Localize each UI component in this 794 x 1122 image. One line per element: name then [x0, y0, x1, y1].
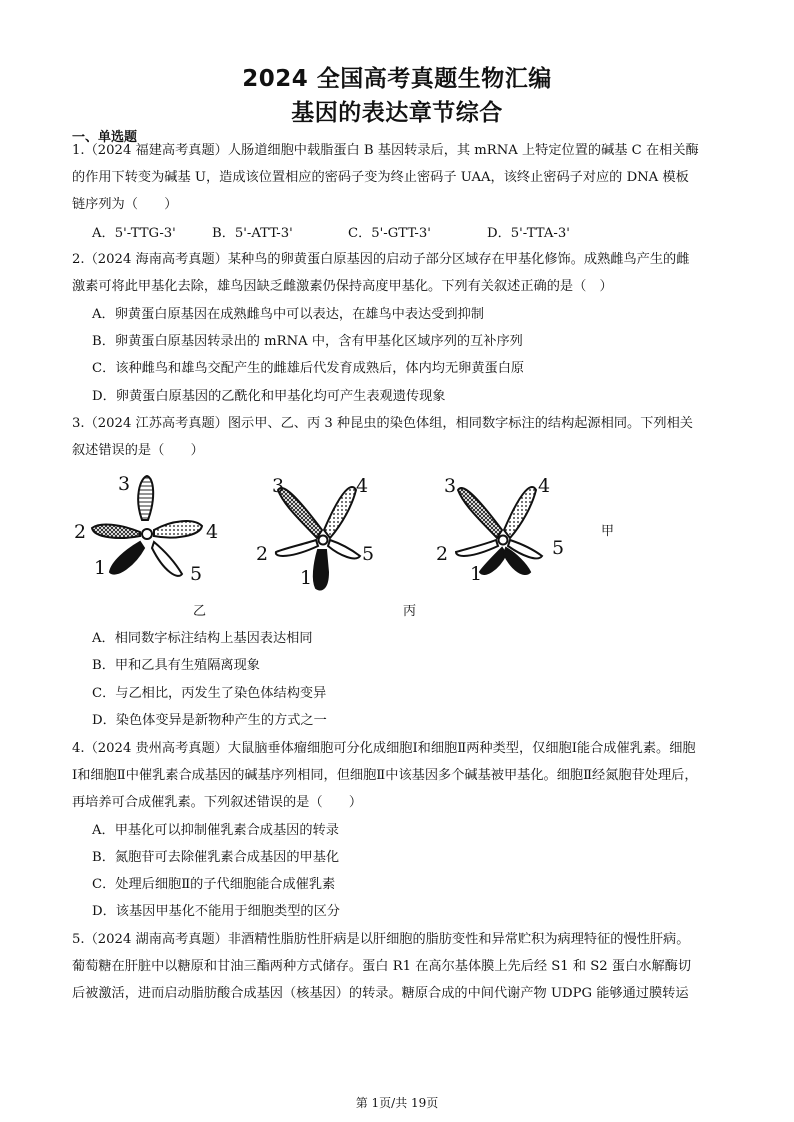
- q2-option-c: C．该种雌鸟和雄鸟交配产生的雌雄后代发育成熟后，体内均无卵黄蛋白原: [92, 361, 525, 376]
- q3-line2: 叙述错误的是（ ）: [72, 443, 204, 458]
- karyotype-yi: [276, 487, 360, 589]
- q3-option-a: A．相同数字标注结构上基因表达相同: [92, 631, 313, 646]
- q2-line2: 激素可将此甲基化去除，雄鸟因缺乏雌激素仍保持高度甲基化。下列有关叙述正确的是（ ）: [72, 279, 613, 294]
- fig-num-1b: 1: [300, 567, 313, 589]
- q1-line2: 的作用下转变为碱基 U，造成该位置相应的密码子变为终止密码子 UAA，该终止密码子对应的 DNA 模板: [72, 170, 689, 185]
- q5-line3: 后被激活，进而启动脂肪酸合成基因（核基因）的转录。糖原合成的中间代谢产物 UDPG 能够通过膜转运: [72, 986, 689, 1001]
- q2-line1: 2.（2024 海南高考真题）某种鸟的卵黄蛋白原基因的启动子部分区域存在甲基化修饰。成熟雌鸟产生的雌: [72, 252, 690, 267]
- q2-option-b: B．卵黄蛋白原基因转录出的 mRNA 中，含有甲基化区域序列的互补序列: [92, 334, 523, 349]
- doc-subtitle: 基因的表达章节综合: [291, 100, 503, 126]
- fig-num-1: 1: [94, 557, 107, 579]
- fig-num-4c: 4: [538, 475, 551, 497]
- fig-num-3c: 3: [444, 475, 457, 497]
- fig-num-2c: 2: [436, 543, 449, 565]
- q4-line1: 4.（2024 贵州高考真题）大鼠脑垂体瘤细胞可分化成细胞Ⅰ和细胞Ⅱ两种类型，仅细胞Ⅰ能合成催乳素。细胞: [72, 741, 696, 756]
- fig-label-jia: 甲: [601, 524, 615, 539]
- q2-option-a: A．卵黄蛋白原基因在成熟雌鸟中可以表达，在雄鸟中表达受到抑制: [92, 307, 484, 322]
- chromosome-figure: [60, 468, 660, 602]
- q1-option-d: D．5'-TTA-3': [487, 226, 570, 241]
- q1-line1: 1.（2024 福建高考真题）人肠道细胞中载脂蛋白 B 基因转录后，其 mRNA 上特定位置的碱基 C 在相关酶: [72, 143, 699, 158]
- q1-option-c: C．5'-GTT-3': [348, 226, 431, 241]
- fig-num-4b: 4: [356, 475, 369, 497]
- fig-num-5b: 5: [362, 543, 375, 565]
- q1-line3: 链序列为（ ）: [72, 197, 178, 212]
- q4-option-b: B．氮胞苷可去除催乳素合成基因的甲基化: [92, 850, 340, 865]
- page-footer: 第 1页/共 19页: [355, 1096, 439, 1110]
- q5-line1: 5.（2024 湖南高考真题）非酒精性脂肪性肝病是以肝细胞的脂肪变性和异常贮积为病理特征的慢性肝病。: [72, 932, 690, 947]
- q4-option-c: C．处理后细胞Ⅱ的子代细胞能合成催乳素: [92, 877, 336, 892]
- fig-num-3b: 3: [272, 475, 285, 497]
- fig-num-3: 3: [118, 473, 131, 495]
- fig-num-5: 5: [190, 563, 203, 585]
- fig-num-4: 4: [206, 521, 219, 543]
- q3-line1: 3.（2024 江苏高考真题）图示甲、乙、丙 3 种昆虫的染色体组，相同数字标注的结构起源相同。下列相关: [72, 416, 693, 431]
- fig-label-yi: 乙: [193, 604, 207, 619]
- section-heading: 一、单选题: [72, 130, 138, 145]
- fig-num-1c: 1: [470, 563, 483, 585]
- fig-num-2: 2: [74, 521, 87, 543]
- q1-option-b: B．5'-ATT-3': [212, 226, 293, 241]
- chromosome-diagram: [60, 468, 660, 598]
- q4-option-a: A．甲基化可以抑制催乳素合成基因的转录: [92, 823, 339, 838]
- doc-title: 2024 全国高考真题生物汇编: [242, 66, 552, 92]
- q4-line3: 再培养可合成催乳素。下列叙述错误的是（ ）: [72, 795, 363, 810]
- q2-option-d: D．卵黄蛋白原基因的乙酰化和甲基化均可产生表观遗传现象: [92, 389, 446, 404]
- q4-line2: Ⅰ和细胞Ⅱ中催乳素合成基因的碱基序列相同，但细胞Ⅱ中该基因多个碱基被甲基化。细胞Ⅱ经氮胞苷处理后，: [72, 768, 698, 783]
- q3-option-b: B．甲和乙具有生殖隔离现象: [92, 658, 260, 673]
- q3-option-d: D．染色体变异是新物种产生的方式之一: [92, 713, 327, 728]
- fig-label-bing: 丙: [403, 604, 417, 619]
- q1-option-a: A．5'-TTG-3': [92, 226, 176, 241]
- q4-option-d: D．该基因甲基化不能用于细胞类型的区分: [92, 904, 340, 919]
- q5-line2: 葡萄糖在肝脏中以糖原和甘油三酯两种方式储存。蛋白 R1 在高尔基体膜上先后经 S1 和 S2 蛋白水解酶切: [72, 959, 692, 974]
- fig-num-5c: 5: [552, 537, 565, 559]
- fig-num-2b: 2: [256, 543, 269, 565]
- q3-option-c: C．与乙相比，丙发生了染色体结构变异: [92, 686, 327, 701]
- karyotype-jia: [92, 476, 202, 576]
- karyotype-bing: [456, 487, 542, 574]
